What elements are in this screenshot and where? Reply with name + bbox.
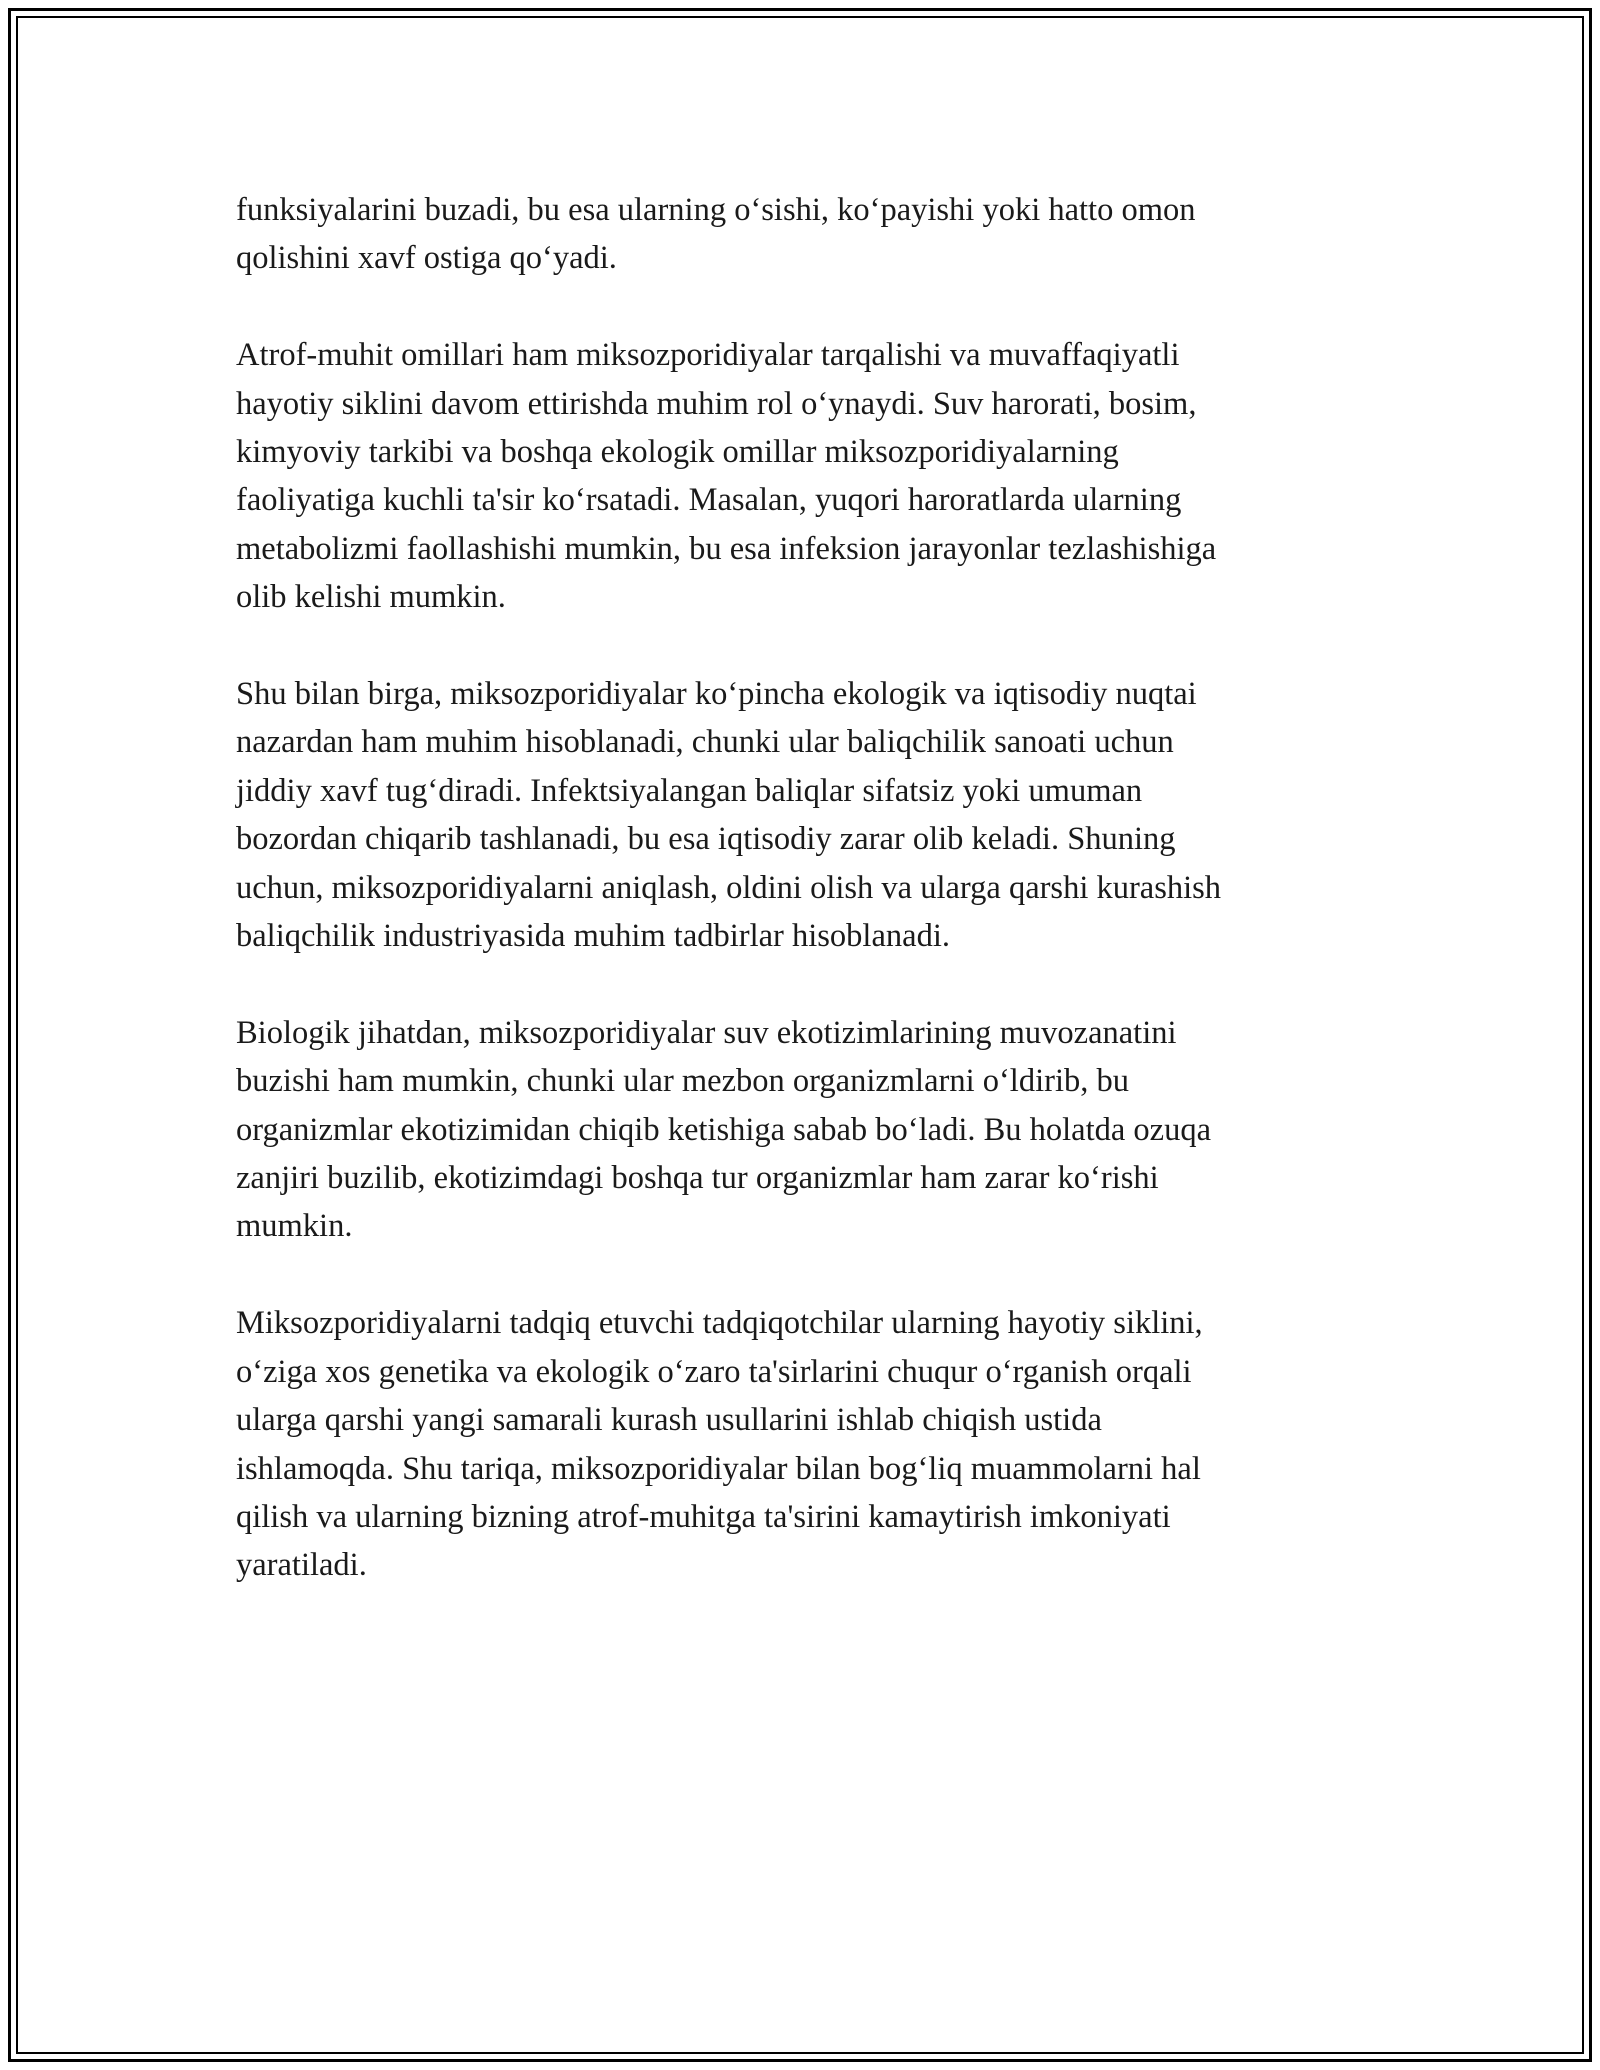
text-line: ishlamoqda. Shu tariqa, miksozporidiyalar bilan bog‘liq muammolarni hal [236, 1450, 1201, 1487]
text-line: Shu bilan birga, miksozporidiyalar ko‘pincha ekologik va iqtisodiy nuqtai [236, 676, 1197, 713]
text-line: o‘ziga xos genetika va ekologik o‘zaro ta'sirlarini chuqur o‘rganish orqali [236, 1353, 1192, 1390]
text-line: organizmlar ekotizimidan chiqib ketishiga sabab bo‘ladi. Bu holatda ozuqa [236, 1111, 1212, 1148]
text-line: yaratiladi. [236, 1547, 367, 1584]
text-line: Atrof-muhit omillari ham miksozporidiyalar tarqalishi va muvaffaqiyatli [236, 337, 1180, 374]
text-line: Miksozporidiyalarni tadqiq etuvchi tadqiqotchilar ularning hayotiy siklini, [236, 1305, 1203, 1342]
text-line: bozordan chiqarib tashlanadi, bu esa iqtisodiy zarar olib keladi. Shuning [236, 821, 1176, 858]
text-line: buzishi ham mumkin, chunki ular mezbon organizmlarni o‘ldirib, bu [236, 1063, 1129, 1100]
paragraph-3 [236, 670, 1386, 960]
paragraph-5 [236, 1299, 1386, 1589]
text-line: zanjiri buzilib, ekotizimdagi boshqa tur organizmlar ham zarar ko‘rishi [236, 1160, 1159, 1197]
paragraph-2 [236, 331, 1386, 621]
text-line: jiddiy xavf tug‘diradi. Infektsiyalangan baliqlar sifatsiz yoki umuman [236, 772, 1143, 809]
paragraph-1 [236, 186, 1386, 283]
text-line: olib kelishi mumkin. [236, 579, 506, 616]
text-line: qilish va ularning bizning atrof-muhitga ta'sirini kamaytirish imkoniyati [236, 1498, 1171, 1535]
text-line: funksiyalarini buzadi, bu esa ularning o‘sishi, ko‘payishi yoki hatto omon [236, 192, 1196, 228]
document-body [236, 186, 1386, 1638]
text-line: baliqchilik industriyasida muhim tadbirlar hisoblanadi. [236, 918, 950, 955]
text-line: faoliyatiga kuchli ta'sir ko‘rsatadi. Masalan, yuqori haroratlarda ularning [236, 482, 1182, 519]
text-line: nazardan ham muhim hisoblanadi, chunki ular baliqchilik sanoati uchun [236, 724, 1174, 761]
text-line: kimyoviy tarkibi va boshqa ekologik omillar miksozporidiyalarning [236, 434, 1119, 471]
text-line: qolishini xavf ostiga qo‘yadi. [236, 240, 617, 277]
text-line: hayotiy siklini davom ettirishda muhim rol o‘ynaydi. Suv harorati, bosim, [236, 385, 1197, 422]
text-line: mumkin. [236, 1208, 353, 1245]
text-line: metabolizmi faollashishi mumkin, bu esa infeksion jarayonlar tezlashishiga [236, 530, 1217, 567]
text-line: ularga qarshi yangi samarali kurash usullarini ishlab chiqish ustida [236, 1402, 1102, 1439]
text-line: uchun, miksozporidiyalarni aniqlash, oldini olish va ularga qarshi kurashish [236, 869, 1222, 906]
text-line: Biologik jihatdan, miksozporidiyalar suv ekotizimlarining muvozanatini [236, 1014, 1177, 1051]
paragraph-4 [236, 1009, 1386, 1251]
